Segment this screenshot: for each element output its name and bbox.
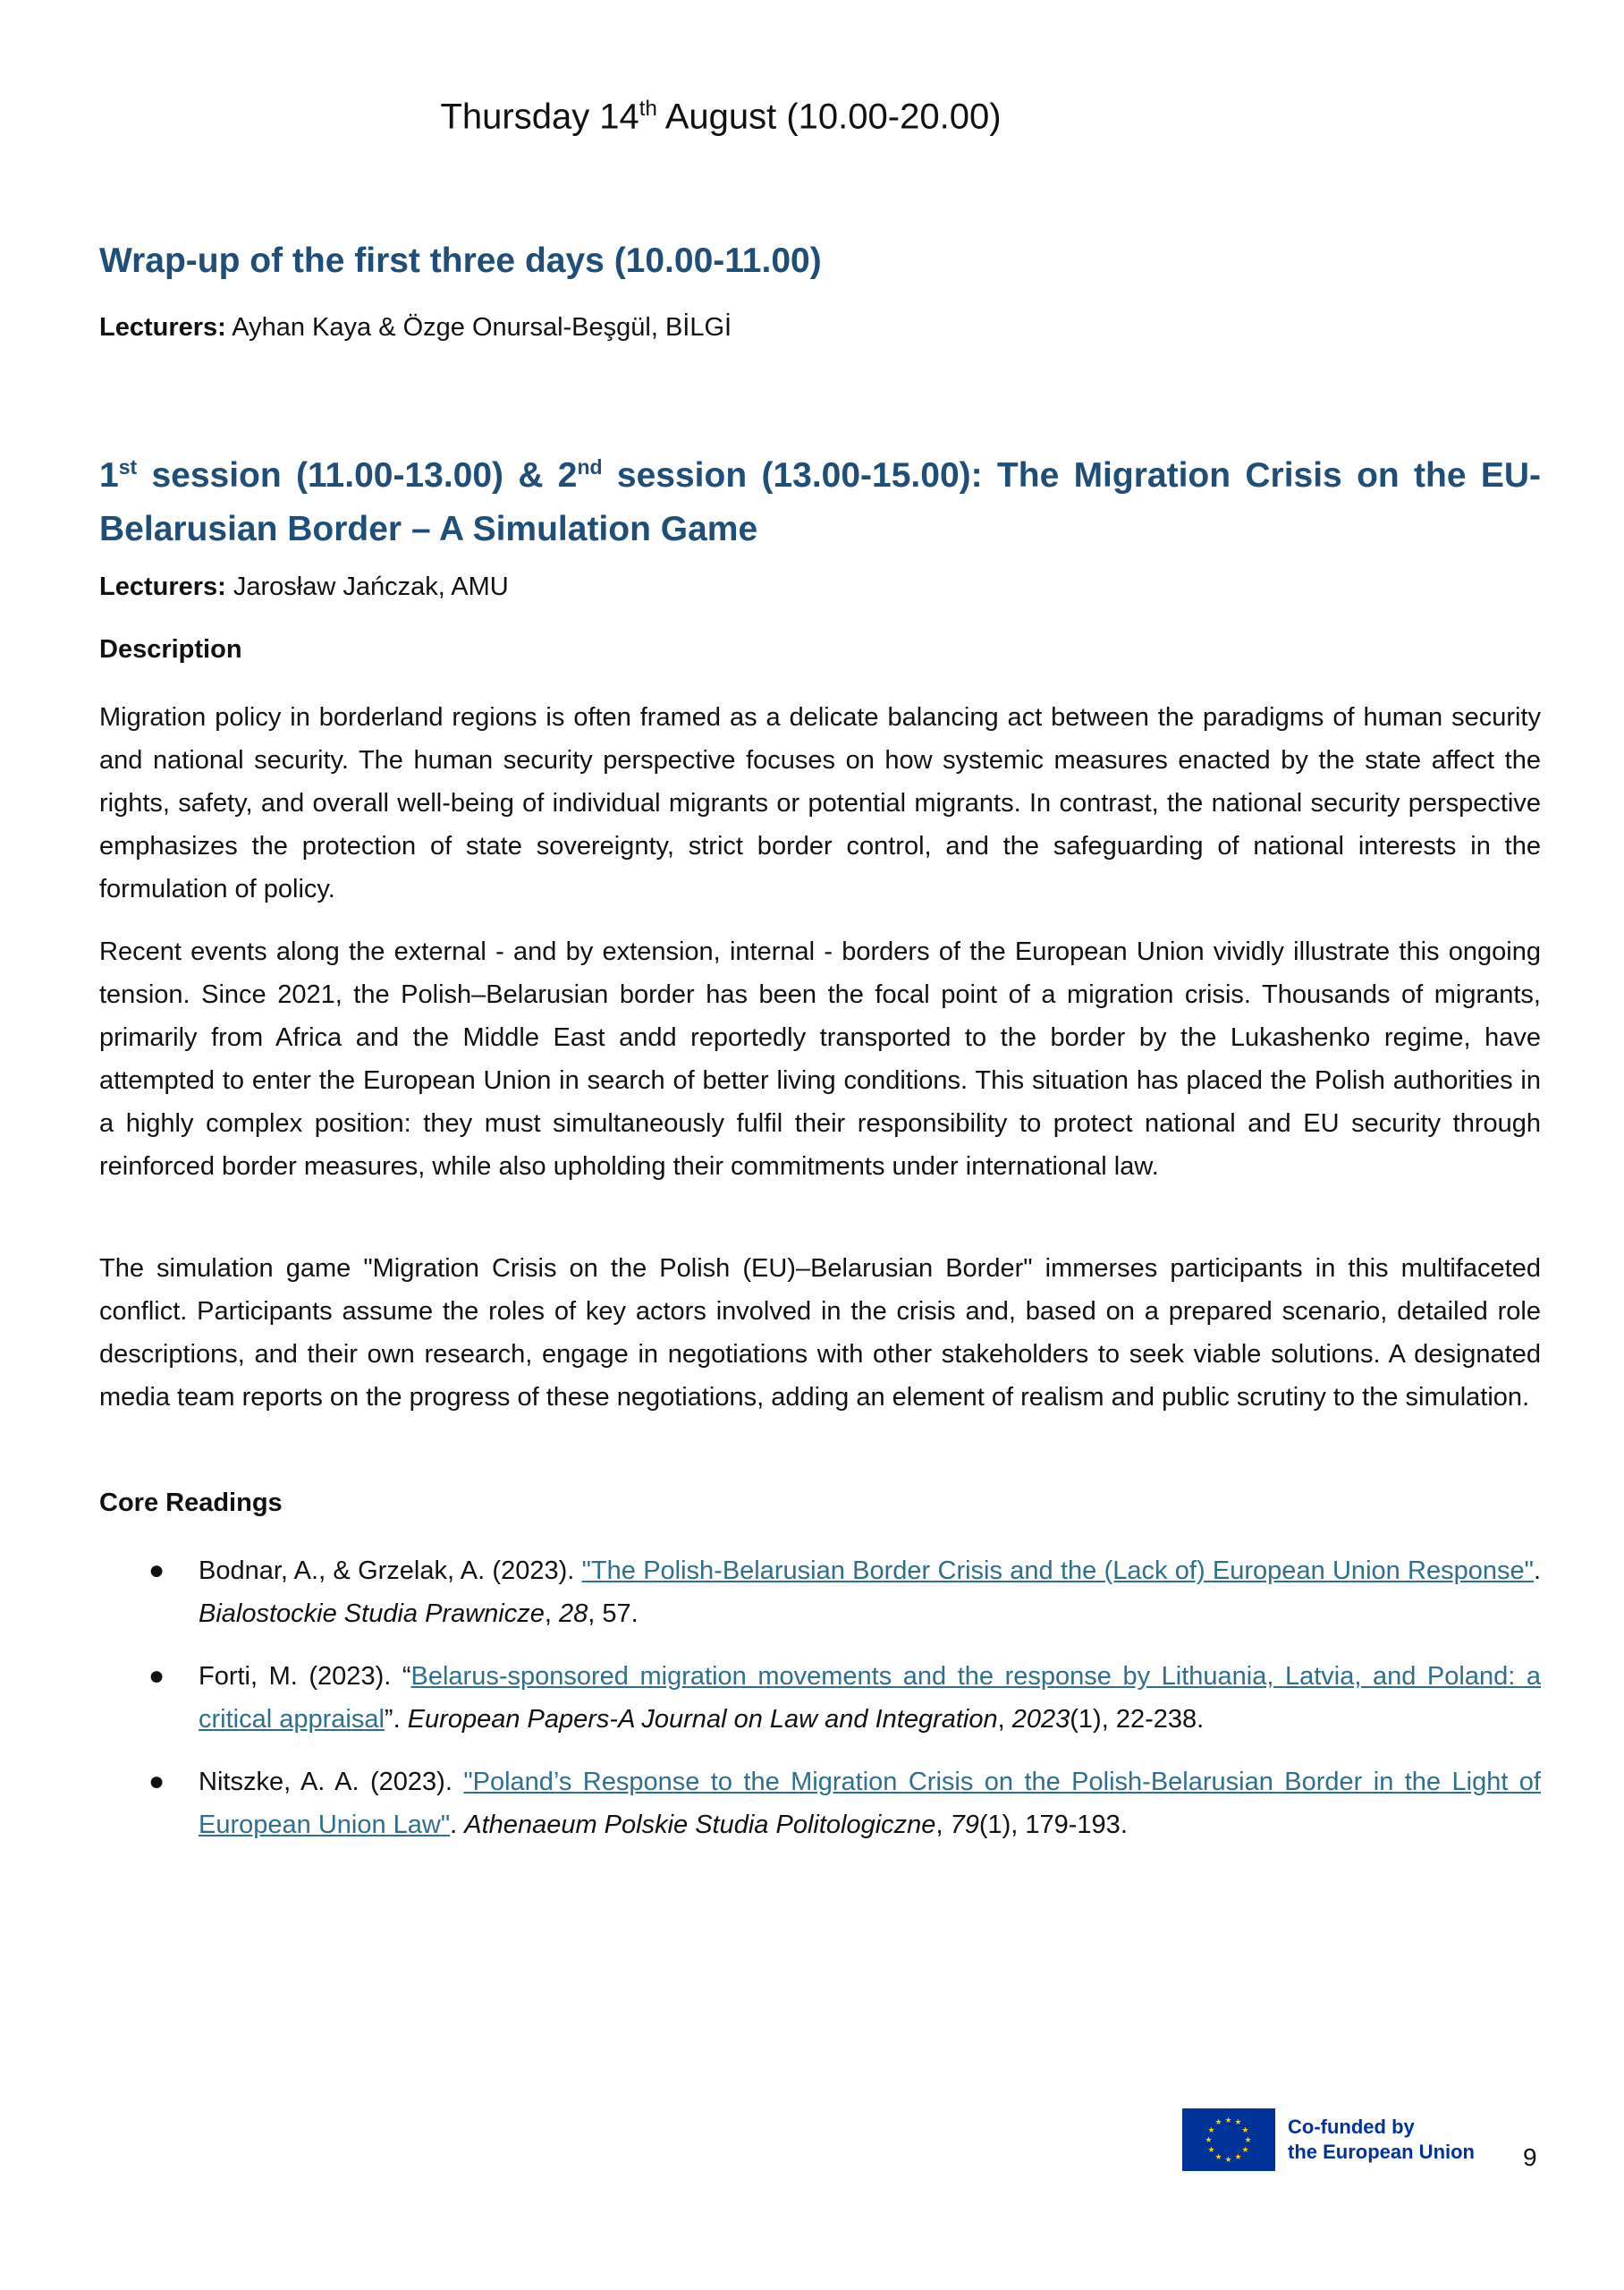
lecturers-names: Jarosław Jańczak, AMU	[225, 572, 509, 601]
eu-star-icon: ★	[1224, 2115, 1232, 2125]
readings-list	[99, 1549, 1541, 1846]
lecturers-label: Lecturers:	[99, 313, 226, 342]
eu-star-icon: ★	[1241, 2144, 1249, 2154]
eu-star-icon: ★	[1205, 2134, 1213, 2144]
page-date-heading	[0, 97, 1442, 137]
reading-item: ● Forti, M. (2023). “Belarus-sponsored migration movements and the response by Lithuania, Latvia, and Poland: a critical appraisal”. European Papers-A Journal on Law and Integration, 2023(1), 22-238.	[99, 1655, 1541, 1741]
bullet-icon: ●	[148, 1556, 165, 1585]
core-readings-heading: Core Readings	[99, 1488, 283, 1517]
lecturers-label: Lecturers:	[99, 572, 226, 601]
reading-link[interactable]: "Poland’s Response to the Migration Crisis on the Polish-Belarusian Border in the Light of European Union Law"	[199, 1768, 1541, 1839]
wrapup-heading: Wrap-up of the first three days (10.00-11.00)	[99, 242, 822, 280]
eu-star-icon: ★	[1207, 2144, 1215, 2154]
eu-star-icon: ★	[1241, 2125, 1249, 2134]
reading-item: ● Nitszke, A. A. (2023). "Poland’s Response to the Migration Crisis on the Polish-Belarusian Border in the Light of European Union Law". Athenaeum Polskie Studia Politologiczne, 79(1), 179-193.	[99, 1760, 1541, 1846]
eu-cofunded-logo	[1182, 2108, 1475, 2171]
eu-flag-icon	[1182, 2108, 1275, 2171]
session-heading: 1st session (11.00-13.00) & 2nd session (13.00-15.00): The Migration Crisis on the EU-Belarusian Border – A Simulation Game	[99, 455, 1541, 548]
reading-item: ● Bodnar, A., & Grzelak, A. (2023). "The Polish-Belarusian Border Crisis and the (Lack of) European Union Response". Bialostockie Studia Prawnicze, 28, 57.	[99, 1549, 1541, 1635]
date-text: Thursday 14	[440, 97, 639, 137]
eu-star-icon: ★	[1214, 2117, 1222, 2127]
cofunded-text: Co-funded by the European Union	[1288, 2116, 1475, 2163]
eu-star-icon: ★	[1234, 2117, 1242, 2127]
eu-star-icon: ★	[1224, 2154, 1232, 2164]
bullet-icon: ●	[148, 1661, 165, 1691]
page-number: 9	[1523, 2143, 1537, 2171]
reading-link[interactable]: Belarus-sponsored migration movements and the response by Lithuania, Latvia, and Poland: a critical appraisal	[199, 1662, 1541, 1734]
eu-star-icon: ★	[1214, 2151, 1222, 2161]
description-paragraph-1: Migration policy in borderland regions is often framed as a delicate balancing act between the paradigms of human security and national security. The human security perspective focuses on how systemic measures enacted by the state affect the rights, safety, and overall well-being of individual migrants or potential migrants. In contrast, the national security perspective emphasizes the protection of state sovereignty, strict border control, and the safeguarding of national interests in the formulation of policy.	[99, 703, 1541, 903]
bullet-icon: ●	[148, 1767, 165, 1796]
description-paragraph-3: The simulation game "Migration Crisis on the Polish (EU)–Belarusian Border" immerses participants in this multifaceted conflict. Participants assume the roles of key actors involved in the crisis and, based on a prepared scenario, detailed role descriptions, and their own research, engage in negotiations with other stakeholders to seek viable solutions. A designated media team reports on the progress of these negotiations, adding an element of realism and public scrutiny to the simulation.	[99, 1254, 1541, 1412]
eu-star-icon: ★	[1234, 2151, 1242, 2161]
wrapup-section	[99, 234, 1541, 288]
description-paragraph-2: Recent events along the external - and by extension, internal - borders of the European Union vividly illustrate this ongoing tension. Since 2021, the Polish–Belarusian border has been the focal point of a migration crisis. Thousands of migrants, primarily from Africa and the Middle East andd reportedly transported to the border by the Lukashenko regime, have attempted to enter the European Union in search of better living conditions. This situation has placed the Polish authorities in a highly complex position: they must simultaneously fulfil their responsibility to protect national and EU security through reinforced border measures, while also upholding their commitments under international law.	[99, 937, 1541, 1181]
description-heading: Description	[99, 635, 242, 664]
session-lecturers	[99, 572, 1541, 602]
reading-link[interactable]: "The Polish-Belarusian Border Crisis and the (Lack of) European Union Response"	[581, 1556, 1534, 1585]
eu-star-icon: ★	[1207, 2125, 1215, 2134]
eu-star-icon: ★	[1244, 2134, 1252, 2144]
date-suffix: August (10.00-20.00)	[656, 97, 1002, 137]
wrapup-lecturers	[99, 313, 1541, 343]
lecturers-names: Ayhan Kaya & Özge Onursal-Beşgül, BİLGİ	[225, 313, 732, 342]
date-sup: th	[639, 97, 657, 121]
session-section	[99, 440, 1541, 556]
